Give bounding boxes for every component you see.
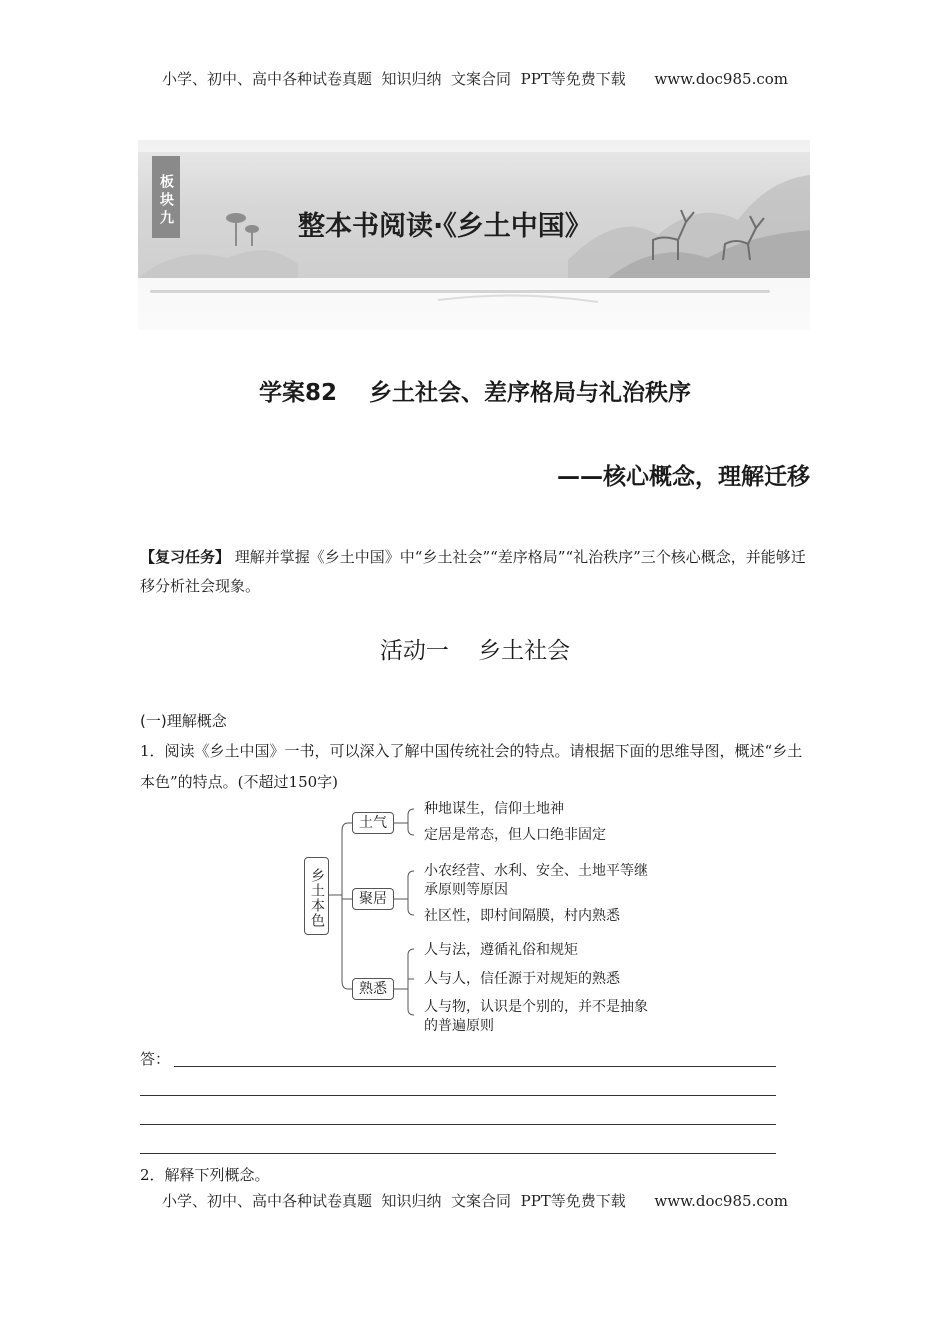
- mind-map-leaf-2-1: 小农经营、水利、安全、土地平等继承原则等原因: [424, 863, 648, 898]
- activity-title: 活动一 乡土社会: [379, 638, 571, 664]
- question-1: 1．阅读《乡土中国》一书，可以深入了解中国传统社会的特点。请根据下面的思维导图，概述“乡土本色”的特点。(不超过150字): [140, 742, 803, 791]
- mind-map-leaf-1-2: 定居是常态，但人口绝非固定: [424, 827, 606, 843]
- mind-map-root: 乡土本色: [304, 857, 329, 935]
- mind-map-leaf-3-1: 人与法，遵循礼俗和规矩: [424, 942, 578, 958]
- mind-map-branch-2: 聚居: [352, 888, 394, 910]
- answer-line[interactable]: [140, 1124, 776, 1125]
- section-banner: [138, 140, 810, 330]
- review-task-text: 理解并掌握《乡土中国》中“乡土社会”“差序格局”“礼治秩序”三个核心概念，并能够迁移分析社会现象。: [140, 548, 806, 595]
- page-header: 小学、初中、高中各种试卷真题 知识归纳 文案合同 PPT等免费下载 www.doc985.com: [161, 70, 788, 88]
- answer-line[interactable]: [140, 1095, 776, 1096]
- mind-map-leaf-1-1: 种地谋生，信仰土地神: [424, 801, 564, 817]
- answer-label: 答：: [140, 1050, 171, 1068]
- mind-map: [300, 795, 660, 1035]
- section-tag: 板块九: [152, 156, 180, 238]
- mind-map-branch-1: 土气: [352, 812, 394, 834]
- review-task-label: 【复习任务】: [140, 548, 231, 566]
- banner-title: 整本书阅读·《乡土中国》: [298, 211, 592, 242]
- mind-map-leaf-3-2: 人与人，信任源于对规矩的熟悉: [424, 971, 620, 987]
- section-heading: (一)理解概念: [140, 712, 227, 730]
- answer-line[interactable]: [140, 1153, 776, 1154]
- answer-line[interactable]: [174, 1066, 776, 1067]
- page-footer: 小学、初中、高中各种试卷真题 知识归纳 文案合同 PPT等免费下载 www.doc985.com: [161, 1192, 788, 1210]
- question-2: 2．解释下列概念。: [140, 1166, 270, 1184]
- mind-map-leaf-3-3: 人与物，认识是个别的，并不是抽象的普遍原则: [424, 999, 648, 1034]
- mind-map-branch-3: 熟悉: [352, 978, 394, 1000]
- document-title: 学案82 乡土社会、差序格局与礼治秩序: [258, 380, 692, 406]
- mind-map-leaf-2-2: 社区性，即村间隔膜，村内熟悉: [424, 908, 620, 924]
- review-task: [140, 543, 812, 601]
- document-subtitle: ——核心概念，理解迁移: [557, 464, 810, 490]
- banner-rule: [150, 290, 770, 293]
